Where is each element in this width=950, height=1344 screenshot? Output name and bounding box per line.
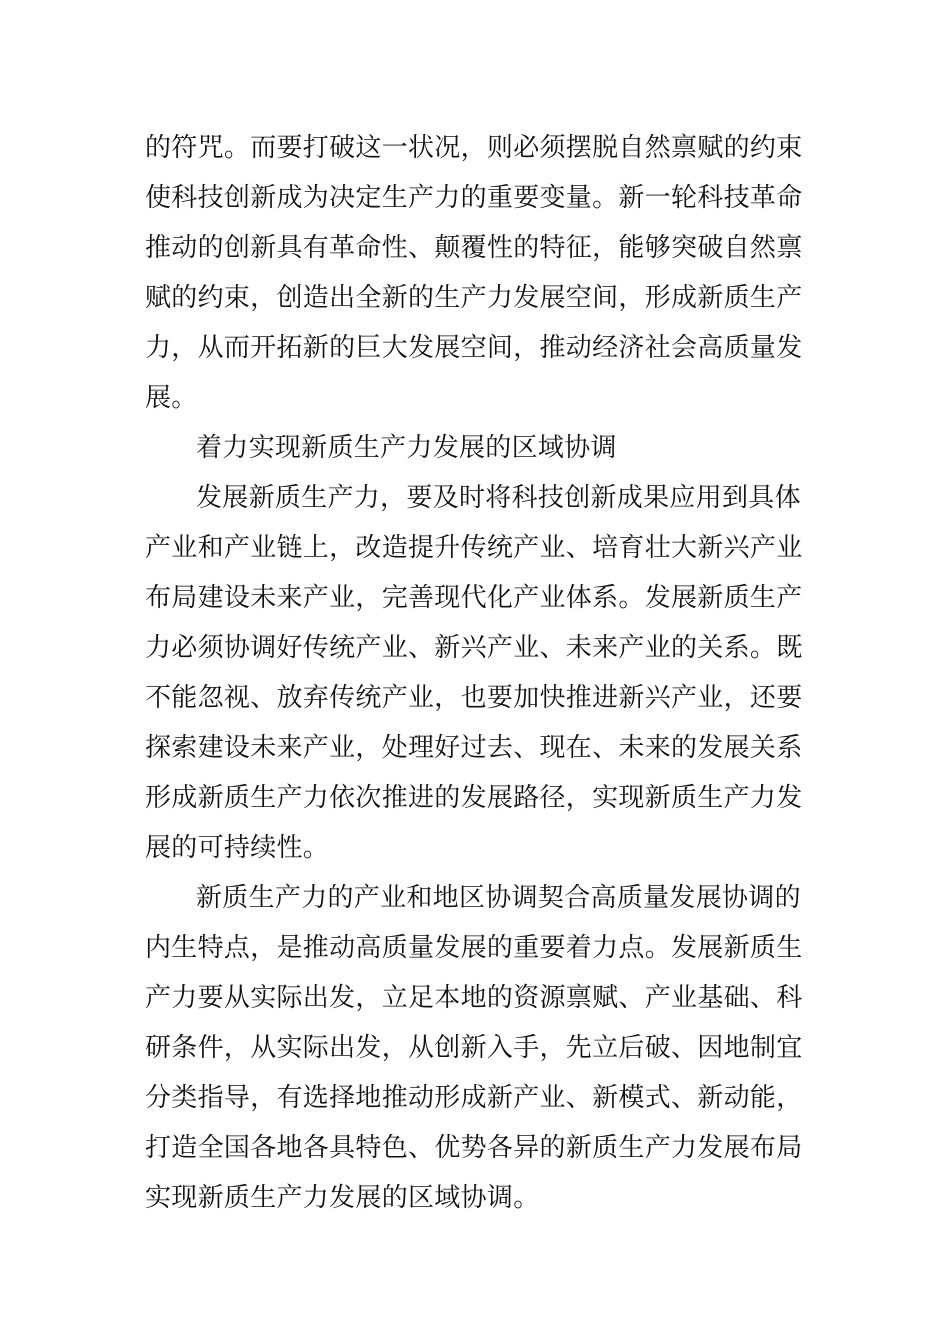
text-line: 打造全国各地各具特色、优势各异的新质生产力发展布局 (145, 1133, 803, 1163)
text-line: 新质生产力的产业和地区协调契合高质量发展协调的 (196, 883, 801, 913)
text-line: 实现新质生产力发展的区域协调。 (145, 1183, 540, 1213)
text-line: 展的可持续性。 (145, 833, 330, 863)
text-line: 形成新质生产力依次推进的发展路径，实现新质生产力发 (145, 783, 803, 813)
text-line: 推动的创新具有革命性、颠覆性的特征，能够突破自然禀 (145, 233, 803, 263)
text-line: 布局建设未来产业，完善现代化产业体系。发展新质生产 (145, 583, 803, 613)
text-line: 探索建设未来产业，处理好过去、现在、未来的发展关系 (145, 733, 803, 763)
text-line: 分类指导，有选择地推动形成新产业、新模式、新动能， (145, 1083, 803, 1113)
text-line: 内生特点，是推动高质量发展的重要着力点。发展新质生 (145, 933, 803, 963)
section-heading: 着力实现新质生产力发展的区域协调 (196, 433, 617, 463)
text-line: 赋的约束，创造出全新的生产力发展空间，形成新质生产 (145, 283, 803, 313)
text-line: 的符咒。而要打破这一状况，则必须摆脱自然禀赋的约束 (145, 133, 803, 163)
text-line: 使科技创新成为决定生产力的重要变量。新一轮科技革命 (145, 183, 803, 213)
text-line: 产力要从实际出发，立足本地的资源禀赋、产业基础、科 (145, 983, 803, 1013)
text-line: 发展新质生产力，要及时将科技创新成果应用到具体 (196, 483, 801, 513)
text-line: 产业和产业链上，改造提升传统产业、培育壮大新兴产业 (145, 533, 803, 563)
text-line: 研条件，从实际出发，从创新入手，先立后破、因地制宜 (145, 1033, 803, 1063)
text-line: 展。 (145, 383, 198, 413)
text-line: 不能忽视、放弃传统产业，也要加快推进新兴产业，还要 (145, 683, 803, 713)
text-line: 力必须协调好传统产业、新兴产业、未来产业的关系。既 (145, 633, 803, 663)
text-line: 力，从而开拓新的巨大发展空间，推动经济社会高质量发 (145, 333, 803, 363)
